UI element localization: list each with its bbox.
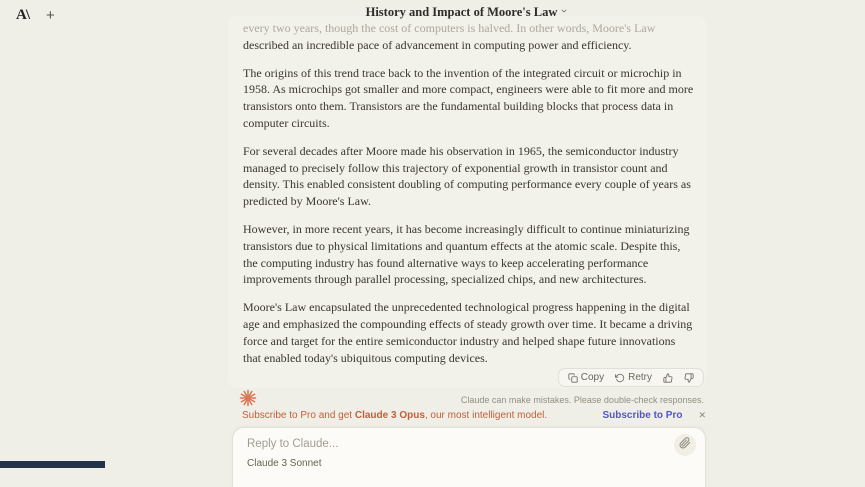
- message-line-faded: every two years, though the cost of computers is halved. In other words, Moore's Law: [243, 21, 656, 35]
- subscribe-pro-link[interactable]: Subscribe to Pro: [602, 409, 683, 421]
- retry-icon: [615, 373, 625, 383]
- banner-prefix: Subscribe to Pro and get: [242, 409, 355, 421]
- thumbs-up-icon: [663, 373, 673, 383]
- new-chat-button[interactable]: +: [46, 7, 55, 24]
- conversation-title[interactable]: [228, 4, 706, 20]
- message-paragraph: The origins of this trend trace back to the invention of the integrated circuit or microchip in 1958. As microchips got smaller and more compact, engineers were able to fit more and more transistors onto them. Transistors are the fundamental building blocks that process data in computer circuits.: [243, 65, 694, 130]
- subscribe-banner: [242, 408, 706, 422]
- copy-label: Copy: [580, 372, 605, 383]
- message-paragraph: For several decades after Moore made his observation in 1965, the semiconductor industry managed to precisely follow this trajectory of exponential growth in transistor count and density. This enabled consistent doubling of computing performance every couple of years as predicted by Moore's Law.: [243, 143, 691, 209]
- retry-button[interactable]: [615, 372, 652, 383]
- attach-file-button[interactable]: [674, 434, 696, 456]
- chat-column: [228, 0, 706, 468]
- reply-input[interactable]: [247, 435, 647, 453]
- copy-icon: [568, 373, 578, 383]
- banner-suffix: , our most intelligent model.: [424, 409, 548, 421]
- thumbs-up-button[interactable]: [663, 373, 673, 383]
- message-action-bar: [558, 368, 704, 387]
- model-selector[interactable]: Claude 3 Sonnet: [247, 458, 322, 469]
- message-paragraph: Moore's Law encapsulated the unprecedented technological progress happening in the digital age and emphasized the compounding effects of steady growth over time. It became a driving force and target for the entire semiconductor industry and helped shape future innovations that enabled today's ubiquitous computing devices.: [243, 300, 693, 365]
- banner-model-name: Claude 3 Opus: [354, 409, 425, 421]
- chevron-down-icon: [560, 4, 568, 19]
- app-corner: [16, 7, 55, 24]
- message-composer: [232, 427, 706, 487]
- disclaimer-text: Claude can make mistakes. Please double-check responses.: [460, 395, 704, 405]
- anthropic-logo[interactable]: A\: [16, 7, 29, 23]
- browser-status-artifact: [0, 461, 105, 468]
- banner-close-icon[interactable]: ✕: [698, 409, 706, 420]
- thumbs-down-icon: [684, 373, 694, 383]
- conversation-title-text: History and Impact of Moore's Law: [365, 5, 558, 19]
- banner-message[interactable]: [242, 410, 547, 421]
- thumbs-down-button[interactable]: [684, 373, 694, 383]
- claude-starburst-icon: [239, 389, 257, 407]
- retry-label: Retry: [628, 372, 652, 383]
- paperclip-icon: [679, 436, 691, 454]
- copy-button[interactable]: [568, 372, 604, 383]
- assistant-message-body: [228, 20, 706, 377]
- message-paragraph: However, in more recent years, it has become increasingly difficult to continue miniaturizing transistors due to physical limitations and quantum effects at the atomic scale. Despite this, the computing industry has found alternative ways to keep accelerating performance improvements through parallel processing, specialized chips, and new architectures.: [243, 221, 690, 287]
- message-line: described an incredible pace of advancement in computing power and efficiency.: [243, 37, 632, 52]
